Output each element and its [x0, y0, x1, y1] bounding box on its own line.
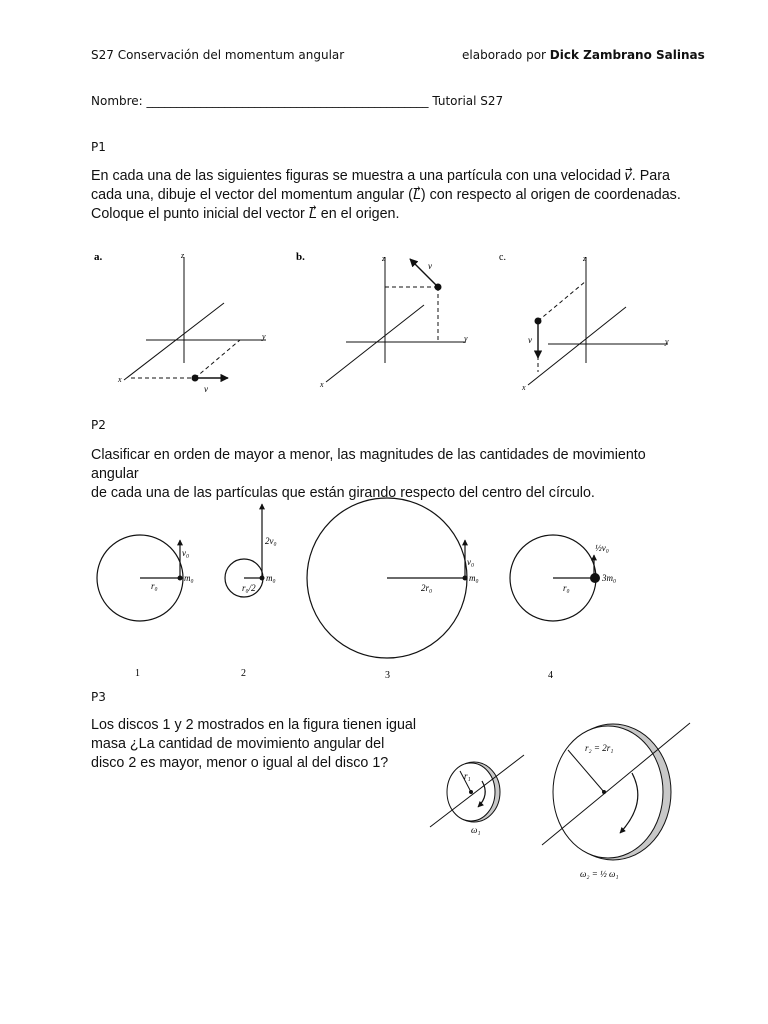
- p3-line-2: masa ¿La cantidad de movimiento angular del: [91, 736, 385, 752]
- c4-m-label: 3m₀: [602, 573, 617, 583]
- p1-line-2: cada una, dibuje el vector del momentum angular (𝐿⃗) con respecto al origen de coordenadas.: [91, 187, 681, 203]
- p3-line-1: Los discos 1 y 2 mostrados en la figura tienen igual: [91, 717, 417, 733]
- c3-m-label: m₀: [469, 573, 479, 583]
- disk2-omega-label: ω₂ = ½ ω₁: [580, 869, 619, 879]
- name-blank: _______________________________________________: [146, 94, 429, 108]
- fig-a-z-label: z: [181, 251, 185, 260]
- fig-b-x-label: x: [320, 380, 324, 389]
- fig-c-y-label: y: [665, 337, 669, 346]
- c3-v-label: v₀: [467, 557, 475, 567]
- c4-number: 4: [548, 670, 553, 680]
- p1-heading: P1: [91, 140, 106, 154]
- c1-v-label: v₀: [182, 548, 190, 558]
- fig-a-y-label: y: [262, 332, 266, 341]
- fig-a-v-label: v⃗: [204, 384, 215, 394]
- fig-a-x-label: x: [118, 375, 122, 384]
- fig-b-y-label: y: [464, 334, 468, 343]
- document-header-course: S27 Conservación del momentum angular: [91, 48, 345, 62]
- disk2-radius-label: r₂ = 2r₁: [585, 743, 614, 753]
- fig-b-v-label: v⃗: [428, 261, 439, 271]
- disk1-omega-label: ω₁: [471, 825, 481, 835]
- p3-heading: P3: [91, 690, 106, 704]
- c2-number: 2: [241, 668, 246, 679]
- c4-r-label: r₀: [563, 583, 570, 593]
- author-name: Dick Zambrano Salinas: [549, 48, 705, 62]
- p2-line-2: de cada una de las partículas que están girando respecto del centro del círculo.: [91, 485, 595, 501]
- fig-c-z-label: z: [583, 254, 587, 263]
- name-label: Nombre:: [91, 94, 147, 108]
- p3-figure: [418, 715, 693, 885]
- p1-line-3: Coloque el punto inicial del vector 𝐿⃗ en el origen.: [91, 206, 400, 222]
- c4-v-label: ½v₀: [595, 543, 609, 553]
- credit-prefix: elaborado por: [462, 48, 550, 62]
- fig-c-v-label: v⃗: [528, 335, 539, 345]
- p1-figure-b: [326, 257, 466, 382]
- p3-line-3: disco 2 es mayor, menor o igual al del disco 1?: [91, 755, 389, 771]
- c2-m-label: m₀: [266, 573, 276, 583]
- c1-number: 1: [135, 668, 140, 679]
- document-header-credit: [462, 48, 705, 62]
- fig-c-x-label: x: [522, 383, 526, 392]
- p1-statement: [91, 167, 691, 224]
- fig-b-letter: b.: [296, 251, 305, 263]
- c3-number: 3: [385, 670, 390, 680]
- name-line: [91, 94, 503, 108]
- disk-2: [542, 723, 690, 860]
- c3-r-label: 2r₀: [421, 583, 433, 593]
- disk1-radius-label: r₁: [464, 771, 471, 781]
- fig-c-letter: c.: [499, 252, 506, 263]
- p2-figures: [88, 490, 688, 680]
- c2-v-label: 2v₀: [265, 536, 277, 546]
- c2-r-label: r₀/2: [242, 583, 256, 593]
- fig-b-z-label: z: [382, 254, 386, 263]
- p1-figure-c: [528, 257, 668, 385]
- tutorial-label: Tutorial S27: [428, 94, 504, 108]
- p1-figure-a: [124, 257, 266, 381]
- c1-m-label: m₀: [184, 573, 194, 583]
- disk-1: [430, 755, 524, 827]
- p3-statement: [91, 716, 421, 773]
- fig-a-letter: a.: [94, 251, 103, 263]
- c1-r-label: r₀: [151, 581, 158, 591]
- p1-line-1: En cada una de las siguientes figuras se muestra a una partícula con una velocidad 𝑣⃗. Para: [91, 168, 670, 184]
- p1-figures: [88, 245, 688, 410]
- p2-heading: P2: [91, 418, 106, 432]
- p2-line-1: Clasificar en orden de mayor a menor, las magnitudes de las cantidades de movimiento angular: [91, 447, 646, 482]
